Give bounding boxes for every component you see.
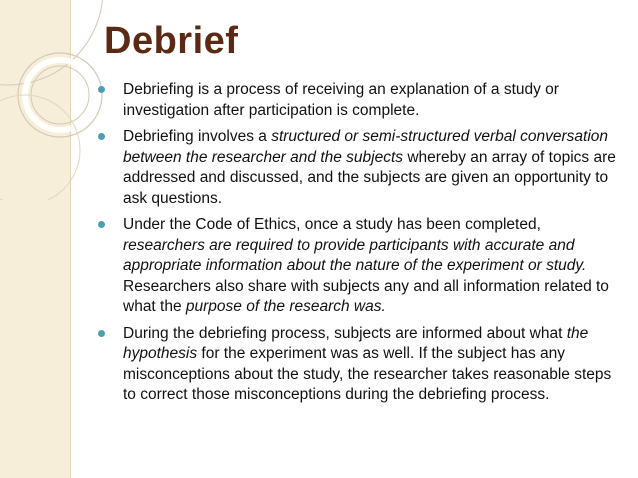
- bullet-dot-icon: [98, 133, 105, 140]
- bullet-text: Under the Code of Ethics, once a study has been completed,: [123, 216, 541, 233]
- bullet-text-italic: structured or semi-structured verbal conversation between the researcher and the subjects: [123, 128, 609, 166]
- bullet-text-italic: researchers are required to provide participants with accurate and appropriate information about the nature of the experiment or study.: [123, 236, 587, 274]
- left-decorative-band: [0, 0, 71, 478]
- bullet-dot-icon: [98, 86, 105, 93]
- bullet-text: Researchers also share with subjects any and all information related to what the: [123, 277, 609, 315]
- bullet-text: for the experiment was as well. If the subject has any misconceptions about the study, the researcher takes reasonable steps to correct those misconceptions during the debriefing process.: [123, 345, 612, 403]
- bullet-text-italic: purpose of the research was.: [185, 298, 386, 315]
- bullet-item: [96, 324, 616, 406]
- bullet-item: [96, 127, 616, 209]
- bullet-text: Debriefing involves a: [123, 128, 272, 145]
- bullet-text-italic: the hypothesis: [123, 324, 589, 362]
- bullet-item: [96, 215, 616, 318]
- bullet-dot-icon: [98, 330, 105, 337]
- bullet-text: Debriefing is a process of receiving an explanation of a study or investigation after participation is complete.: [123, 81, 559, 119]
- bullet-list: [96, 80, 616, 412]
- bullet-item: [96, 80, 616, 121]
- bullet-dot-icon: [98, 221, 105, 228]
- bullet-text: During the debriefing process, subjects are informed about what: [123, 324, 567, 342]
- slide-title: Debrief: [104, 20, 239, 62]
- bullet-text: whereby an array of topics are addressed and discussed, and the subjects are given an opportunity to ask questions.: [123, 148, 616, 207]
